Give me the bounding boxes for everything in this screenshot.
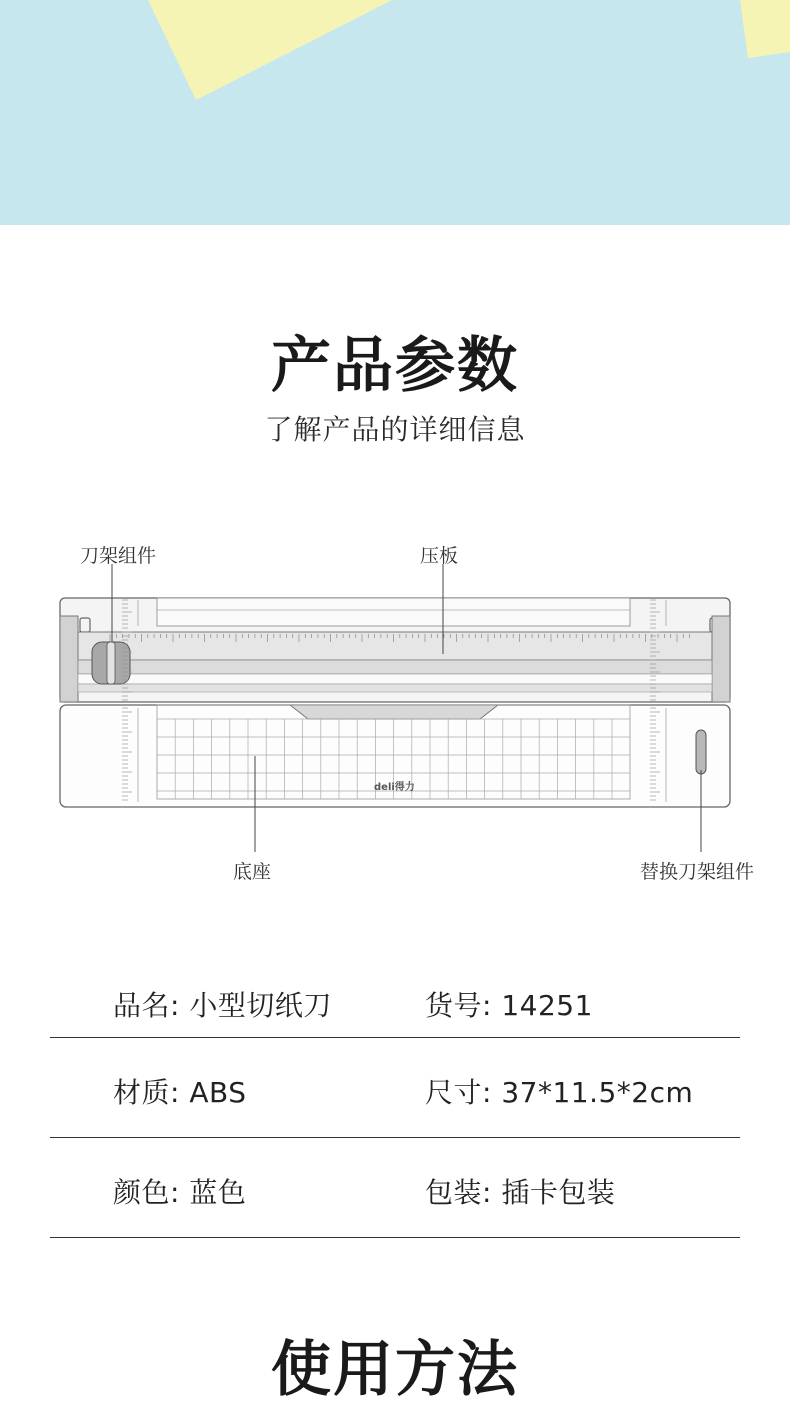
spec-row bbox=[50, 952, 740, 1038]
spec-size: 尺寸: 37*11.5*2cm bbox=[425, 1076, 694, 1109]
spec-item-number: 货号: 14251 bbox=[425, 989, 593, 1022]
callout-replace-blade: 替换刀架组件 bbox=[640, 861, 755, 883]
spec-color: 颜色: 蓝色 bbox=[113, 1176, 247, 1209]
section-title: 产品参数 bbox=[271, 331, 519, 401]
spec-row bbox=[50, 1137, 740, 1238]
callout-base: 底座 bbox=[233, 861, 272, 883]
callout-blade-holder: 刀架组件 bbox=[80, 545, 157, 567]
spec-row bbox=[50, 1037, 740, 1138]
brand-logo: deli得力 bbox=[374, 782, 415, 793]
next-section-title: 使用方法 bbox=[271, 1335, 519, 1405]
paper-decoration bbox=[0, 0, 790, 225]
spec-name: 品名: 小型切纸刀 bbox=[113, 989, 332, 1022]
section-subtitle: 了解产品的详细信息 bbox=[264, 413, 526, 446]
top-strip bbox=[157, 598, 630, 626]
paper-right bbox=[740, 0, 790, 58]
base-notch bbox=[290, 705, 498, 719]
spare-blade-slot bbox=[696, 730, 706, 774]
spec-packaging: 包装: 插卡包装 bbox=[425, 1176, 616, 1209]
paper-left bbox=[148, 0, 392, 100]
product-diagram bbox=[0, 530, 790, 890]
hero-banner bbox=[0, 0, 790, 225]
spec-material: 材质: ABS bbox=[113, 1076, 247, 1109]
callout-press-plate: 压板 bbox=[420, 545, 459, 567]
